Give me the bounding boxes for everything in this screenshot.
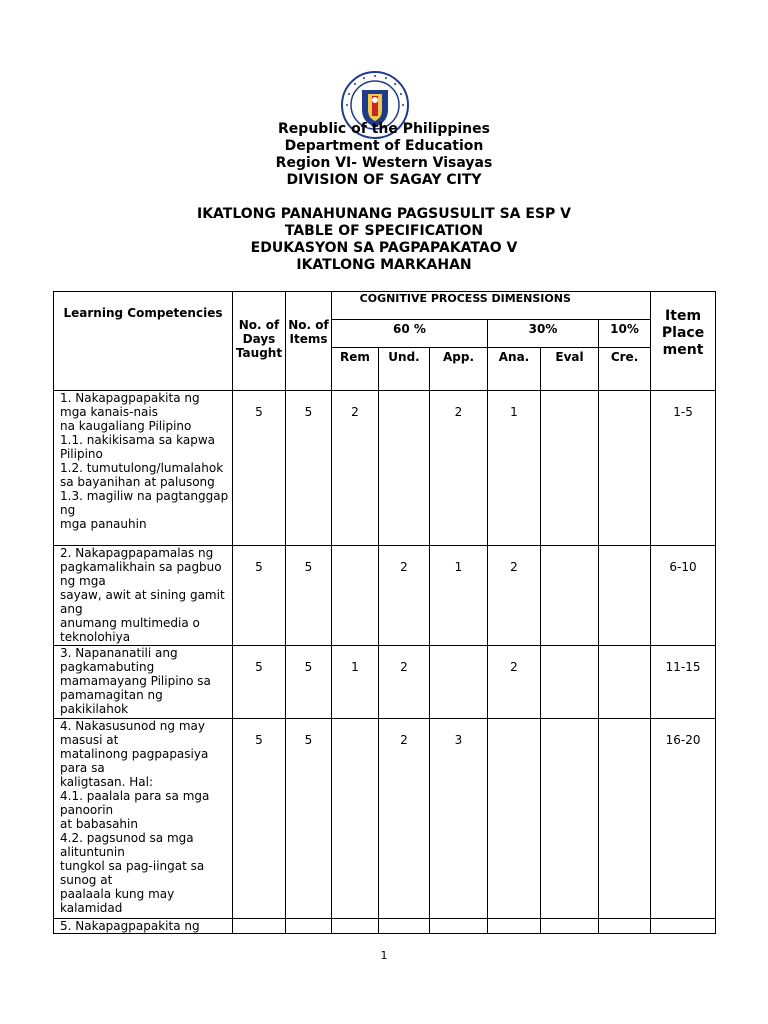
table-row <box>54 391 716 546</box>
und-cell: 2 <box>379 546 430 646</box>
rem-cell: 2 <box>332 391 379 546</box>
app-cell: 2 <box>430 391 488 546</box>
app-cell <box>430 646 488 719</box>
document-header <box>0 121 768 274</box>
placement-cell: 16-20 <box>651 719 716 919</box>
eval-cell <box>541 719 599 919</box>
header-30-percent: 30% <box>488 320 599 348</box>
table-row <box>54 646 716 719</box>
days-cell: 5 <box>233 719 286 919</box>
ana-cell: 2 <box>488 546 541 646</box>
table-row <box>54 719 716 919</box>
header-gap <box>0 189 768 206</box>
table-row <box>54 919 716 934</box>
days-cell: 5 <box>233 546 286 646</box>
competency-cell: 3. Napananatili ang pagkamabuting mamamayang Pilipino sa pamamagitan ng pakikilahok <box>54 646 233 719</box>
ana-cell: 1 <box>488 391 541 546</box>
app-cell: 1 <box>430 546 488 646</box>
quarter-title: IKATLONG MARKAHAN <box>296 257 472 273</box>
header-cognitive-dimensions: COGNITIVE PROCESS DIMENSIONS <box>332 292 599 320</box>
header-no-of-items: No. of Items <box>286 292 332 391</box>
header-cre: Cre. <box>599 348 651 391</box>
header-ana: Ana. <box>488 348 541 391</box>
days-cell <box>233 919 286 934</box>
exam-title: IKATLONG PANAHUNANG PAGSUSULIT SA ESP V <box>196 206 571 222</box>
items-cell <box>286 919 332 934</box>
placement-cell: 11-15 <box>651 646 716 719</box>
days-cell: 5 <box>233 646 286 719</box>
header-10-percent: 10% <box>599 320 651 348</box>
ana-cell <box>488 719 541 919</box>
cre-cell <box>599 646 651 719</box>
items-cell: 5 <box>286 391 332 546</box>
header-department: Department of Education <box>284 138 484 154</box>
header-region: Region VI- Western Visayas <box>275 155 493 171</box>
items-cell: 5 <box>286 719 332 919</box>
placement-cell <box>651 919 716 934</box>
und-cell <box>379 919 430 934</box>
rem-cell: 1 <box>332 646 379 719</box>
cre-cell <box>599 919 651 934</box>
tos-title: TABLE OF SPECIFICATION <box>284 223 484 239</box>
items-cell: 5 <box>286 646 332 719</box>
rem-cell <box>332 546 379 646</box>
subject-title: EDUKASYON SA PAGPAPAKATAO V <box>250 240 518 256</box>
header-empty-cell <box>599 292 651 320</box>
eval-cell <box>541 391 599 546</box>
ana-cell: 2 <box>488 646 541 719</box>
und-cell: 2 <box>379 646 430 719</box>
header-days-taught: No. of Days Taught <box>233 292 286 391</box>
app-cell <box>430 919 488 934</box>
ana-cell <box>488 919 541 934</box>
und-cell <box>379 391 430 546</box>
competency-cell: 5. Nakapagpapakita ng <box>54 919 233 934</box>
cre-cell <box>599 391 651 546</box>
app-cell: 3 <box>430 719 488 919</box>
und-cell: 2 <box>379 719 430 919</box>
eval-cell <box>541 646 599 719</box>
items-cell: 5 <box>286 546 332 646</box>
rem-cell <box>332 719 379 919</box>
days-cell: 5 <box>233 391 286 546</box>
competency-cell: 4. Nakasusunod ng may masusi at matalinong pagpapasiya para sa kaligtasan. Hal: 4.1. paalala para sa mga panoorin at babasahin 4.2. pagsunod sa mga alituntunin tungkol sa pag-iingat sa sunog at paalaala kung may kalamidad <box>54 719 233 919</box>
header-app: App. <box>430 348 488 391</box>
competency-cell: 2. Nakapagpapamalas ng pagkamalikhain sa pagbuo ng mga sayaw, awit at sining gamit ang anumang multimedia o teknolohiya <box>54 546 233 646</box>
cre-cell <box>599 546 651 646</box>
competency-cell: 1. Nakapagpapakita ng mga kanais-nais na kaugaliang Pilipino 1.1. nakikisama sa kapwa Pilipino 1.2. tumutulong/lumalahok sa bayanihan at palusong 1.3. magiliw na pagtanggap ng mga panauhin <box>54 391 233 546</box>
header-eval: Eval <box>541 348 599 391</box>
header-und: Und. <box>379 348 430 391</box>
header-60-percent: 60 % <box>332 320 488 348</box>
header-republic: Republic of the Philippines <box>278 121 490 137</box>
cre-cell <box>599 719 651 919</box>
placement-cell: 1-5 <box>651 391 716 546</box>
header-division: DIVISION OF SAGAY CITY <box>286 172 482 188</box>
header-rem: Rem <box>332 348 379 391</box>
eval-cell <box>541 919 599 934</box>
page-number: 1 <box>380 949 388 962</box>
header-item-placement: Item Place ment <box>651 292 716 391</box>
placement-cell: 6-10 <box>651 546 716 646</box>
header-learning-competencies: Learning Competencies <box>54 292 233 391</box>
table-of-specification <box>53 291 716 934</box>
table-row <box>54 546 716 646</box>
eval-cell <box>541 546 599 646</box>
rem-cell <box>332 919 379 934</box>
